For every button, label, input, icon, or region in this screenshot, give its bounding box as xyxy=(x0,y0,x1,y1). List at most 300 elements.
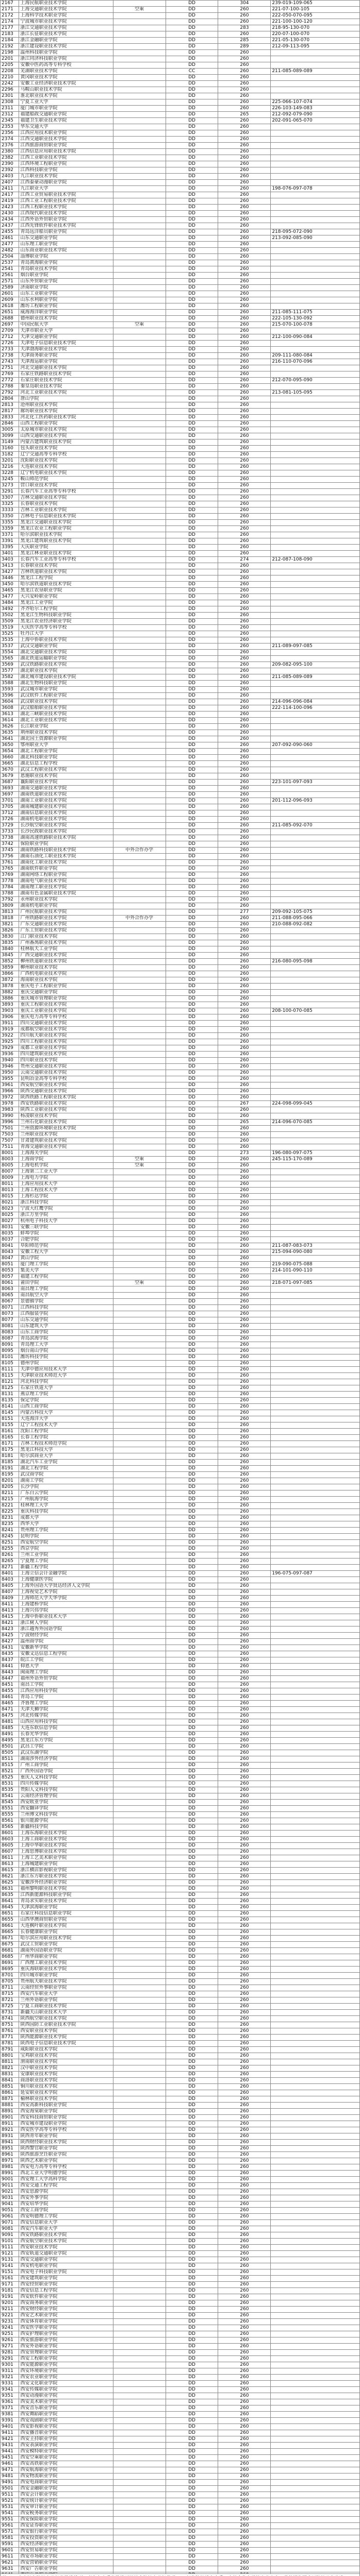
school-code-cell: 8111 xyxy=(1,1367,19,1373)
score-cell: 260 xyxy=(218,378,271,384)
school-name-cell: 西安交通工程学院 xyxy=(19,2183,113,2189)
table-row xyxy=(1,310,360,316)
score-cell: 260 xyxy=(218,1256,271,1262)
school-code-cell: 2817 xyxy=(1,409,19,415)
score-cell: 260 xyxy=(218,1132,271,1138)
school-name-cell: 厦门城市职业学院 xyxy=(19,106,113,112)
score-cell: 260 xyxy=(218,2436,271,2443)
school-code-cell: 3484 xyxy=(1,600,19,606)
sub-scores-cell xyxy=(271,860,360,866)
school-name-cell: 西安科技商贸职业学院 xyxy=(19,2115,113,2121)
school-code-cell: 2733 xyxy=(1,347,19,353)
table-row xyxy=(1,1775,360,1781)
sub-scores-cell xyxy=(271,520,360,526)
table-row xyxy=(1,118,360,124)
sub-scores-cell xyxy=(271,786,360,792)
sub-scores-cell: 222-105-130-092 xyxy=(271,316,360,322)
sub-scores-cell xyxy=(271,613,360,619)
sub-scores-cell xyxy=(271,2307,360,2313)
sub-scores-cell xyxy=(271,223,360,229)
program-note-cell xyxy=(113,1,166,7)
grade-cell: DD xyxy=(166,1800,218,1806)
grade-cell: DD xyxy=(166,328,218,334)
school-name-cell: 景德镇学院 xyxy=(19,1299,113,1305)
score-cell: 260 xyxy=(218,106,271,112)
school-code-cell: 8021 xyxy=(1,1200,19,1206)
score-cell: 260 xyxy=(218,2480,271,2486)
table-row xyxy=(1,31,360,38)
table-row xyxy=(1,1620,360,1626)
grade-cell: DD xyxy=(166,2449,218,2455)
grade-cell: DD xyxy=(166,977,218,984)
score-cell: 260 xyxy=(218,643,271,650)
grade-cell: DD xyxy=(166,2461,218,2467)
grade-cell: DD xyxy=(166,1200,218,1206)
grade-cell: DD xyxy=(166,1614,218,1620)
school-code-cell: 3821 xyxy=(1,922,19,928)
table-row xyxy=(1,1027,360,1033)
school-name-cell: 渭南职业技术学院 xyxy=(19,2059,113,2065)
sub-scores-cell: 208-100-070-085 xyxy=(271,1008,360,1014)
score-cell: 260 xyxy=(218,2541,271,2548)
grade-cell: DD xyxy=(166,1132,218,1138)
program-note-cell xyxy=(113,99,166,106)
table-row xyxy=(1,878,360,885)
table-row xyxy=(1,1138,360,1144)
table-row xyxy=(1,1373,360,1379)
school-code-cell: 3929 xyxy=(1,1045,19,1052)
school-code-cell: 3099 xyxy=(1,433,19,439)
school-code-cell: 3596 xyxy=(1,693,19,699)
table-row xyxy=(1,1231,360,1237)
school-code-cell: 9621 xyxy=(1,2560,19,2566)
school-name-cell: 内蒙古建筑职业技术学院 xyxy=(19,439,113,446)
grade-cell: DD xyxy=(166,1398,218,1404)
grade-cell: DD xyxy=(166,1231,218,1237)
program-note-cell xyxy=(113,2010,166,2016)
sub-scores-cell xyxy=(271,2461,360,2467)
school-name-cell: 山西华澳商贸职业学院 xyxy=(19,1917,113,1923)
grade-cell: DD xyxy=(166,1831,218,1837)
school-code-cell: 2177 xyxy=(1,25,19,31)
sub-scores-cell: 221-100-100-120 xyxy=(271,19,360,25)
school-name-cell: 长春工程学院 xyxy=(19,1435,113,1441)
table-row xyxy=(1,2208,360,2214)
program-note-cell xyxy=(113,1942,166,1948)
school-code-cell: 8447 xyxy=(1,1676,19,1682)
score-cell: 260 xyxy=(218,2164,271,2171)
grade-cell: DD xyxy=(166,1225,218,1231)
school-name-cell: 九江职业技术学院 xyxy=(19,174,113,180)
school-name-cell: 安徽工业经济职业技术学院 xyxy=(19,81,113,87)
score-cell: 260 xyxy=(218,1546,271,1552)
grade-cell: DD xyxy=(166,2177,218,2183)
sub-scores-cell xyxy=(271,2288,360,2294)
score-cell: 260 xyxy=(218,1305,271,1311)
school-name-cell: 广西交通职业技术学院 xyxy=(19,953,113,959)
school-code-cell: 3813 xyxy=(1,909,19,916)
table-row xyxy=(1,922,360,928)
school-code-cell: 8073 xyxy=(1,1311,19,1317)
school-code-cell: 8801 xyxy=(1,2053,19,2059)
grade-cell: DD xyxy=(166,2294,218,2300)
sub-scores-cell xyxy=(271,1905,360,1911)
grade-cell: DD xyxy=(166,439,218,446)
sub-scores-cell xyxy=(271,1052,360,1058)
table-row xyxy=(1,2022,360,2028)
table-row xyxy=(1,2331,360,2337)
table-row xyxy=(1,705,360,711)
school-code-cell: 2242 xyxy=(1,81,19,87)
score-cell: 260 xyxy=(218,1490,271,1497)
grade-cell: DD xyxy=(166,112,218,118)
score-cell: 260 xyxy=(218,545,271,551)
grade-cell: DD xyxy=(166,2269,218,2276)
school-name-cell: 哈尔滨铁道职业技术学院 xyxy=(19,582,113,588)
sub-scores-cell: 226-103-149-083 xyxy=(271,106,360,112)
school-code-cell: 8063 xyxy=(1,1286,19,1293)
grade-cell: DD xyxy=(166,2189,218,2195)
school-code-cell: 3950 xyxy=(1,1070,19,1076)
grade-cell: DD xyxy=(166,93,218,99)
school-code-cell: 8821 xyxy=(1,2065,19,2072)
school-name-cell: 广东工贸职业技术学院 xyxy=(19,928,113,934)
table-row xyxy=(1,569,360,575)
score-cell: 260 xyxy=(218,854,271,860)
school-code-cell: 9481 xyxy=(1,2473,19,2480)
grade-cell: DD xyxy=(166,2548,218,2554)
sub-scores-cell: 221-07-100-105 xyxy=(271,7,360,13)
grade-cell: DD xyxy=(166,909,218,916)
school-name-cell: 陕西工业职业技术学院 xyxy=(19,1107,113,1113)
school-name-cell: 青岛黄海职业学院 xyxy=(19,260,113,266)
footnote xyxy=(0,2573,360,2576)
program-note-cell xyxy=(113,2214,166,2220)
grade-cell: DD xyxy=(166,1076,218,1082)
school-code-cell: 8067 xyxy=(1,1299,19,1305)
sub-scores-cell xyxy=(271,1899,360,1905)
school-code-cell: 3903 xyxy=(1,1008,19,1014)
score-cell: 260 xyxy=(218,1688,271,1694)
program-note-cell xyxy=(113,1311,166,1317)
school-code-cell: 8871 xyxy=(1,2096,19,2103)
program-note-cell xyxy=(113,174,166,180)
sub-scores-cell xyxy=(271,2566,360,2572)
school-name-cell: 西安职业技术学院 xyxy=(19,2245,113,2251)
school-name-cell: 西安工商学院 xyxy=(19,2208,113,2214)
score-cell: 260 xyxy=(218,1218,271,1225)
grade-cell: DD xyxy=(166,1701,218,1707)
sub-scores-cell: 218-071-097-085 xyxy=(271,1280,360,1286)
grade-cell: DD xyxy=(166,650,218,656)
table-row xyxy=(1,2257,360,2263)
score-cell: 260 xyxy=(218,718,271,724)
school-code-cell: 2419 xyxy=(1,198,19,205)
school-name-cell: 长春光华学院 xyxy=(19,1732,113,1738)
program-note-cell xyxy=(113,2115,166,2121)
grade-cell: DD xyxy=(166,2331,218,2337)
school-name-cell: 兰州博文科技学院 xyxy=(19,1812,113,1818)
table-row xyxy=(1,2362,360,2368)
score-cell: 260 xyxy=(218,2517,271,2523)
score-cell: 260 xyxy=(218,1429,271,1435)
sub-scores-cell xyxy=(271,2201,360,2208)
program-note-cell xyxy=(113,1787,166,1793)
program-note-cell xyxy=(113,1818,166,1824)
school-name-cell: 重庆工业职业技术学院 xyxy=(19,1008,113,1014)
program-note-cell xyxy=(113,2504,166,2511)
score-cell: 260 xyxy=(218,2504,271,2511)
grade-cell: DD xyxy=(166,464,218,470)
grade-cell: DD xyxy=(166,1528,218,1534)
program-note-cell xyxy=(113,501,166,507)
school-name-cell: 广西外国语学院 xyxy=(19,1769,113,1775)
program-note-cell xyxy=(113,1515,166,1521)
table-row xyxy=(1,1738,360,1744)
school-name-cell: 湖北科技职业学院 xyxy=(19,755,113,761)
table-row xyxy=(1,600,360,606)
grade-cell: DD xyxy=(166,2133,218,2140)
school-code-cell: 8043 xyxy=(1,1249,19,1256)
school-name-cell: 陕西艺术职业学院 xyxy=(19,2158,113,2164)
score-cell: 260 xyxy=(218,1089,271,1095)
program-note-cell xyxy=(113,2245,166,2251)
table-row xyxy=(1,2480,360,2486)
table-row xyxy=(1,755,360,761)
table-row xyxy=(1,2078,360,2084)
school-name-cell: 铜川职业技术学院 xyxy=(19,2084,113,2090)
sub-scores-cell xyxy=(271,668,360,674)
school-code-cell: 9411 xyxy=(1,2430,19,2436)
sub-scores-cell xyxy=(271,211,360,217)
sub-scores-cell xyxy=(271,1936,360,1942)
sub-scores-cell: 214-096-096-084 xyxy=(271,699,360,705)
score-cell: 260 xyxy=(218,1311,271,1317)
sub-scores-cell: 239-019-109-065 xyxy=(271,1,360,7)
grade-cell: DD xyxy=(166,211,218,217)
grade-cell: DD xyxy=(166,1107,218,1113)
program-note-cell xyxy=(113,192,166,198)
school-code-cell: 2751 xyxy=(1,365,19,371)
program-note-cell xyxy=(113,1490,166,1497)
school-name-cell: 上海中侨职业技术大学 xyxy=(19,1614,113,1620)
school-code-cell: 7511 xyxy=(1,1144,19,1150)
school-name-cell: 石家庄铁路职业技术学院 xyxy=(19,371,113,378)
sub-scores-cell xyxy=(271,2399,360,2405)
sub-scores-cell xyxy=(271,1855,360,1861)
sub-scores-cell xyxy=(271,2158,360,2164)
table-row xyxy=(1,1286,360,1293)
sub-scores-cell xyxy=(271,2492,360,2498)
school-code-cell: 3371 xyxy=(1,532,19,538)
program-note-cell xyxy=(113,699,166,705)
grade-cell: DD xyxy=(166,643,218,650)
sub-scores-cell xyxy=(271,817,360,823)
table-row xyxy=(1,50,360,56)
program-note-cell: 空乘 xyxy=(113,322,166,328)
score-cell: 260 xyxy=(218,1126,271,1132)
school-name-cell: 兰州石化职业技术学院 xyxy=(19,1120,113,1126)
score-cell: 260 xyxy=(218,2300,271,2307)
score-cell: 260 xyxy=(218,2424,271,2430)
grade-cell: DD xyxy=(166,143,218,149)
program-note-cell xyxy=(113,2146,166,2152)
school-code-cell: 8555 xyxy=(1,1812,19,1818)
table-row xyxy=(1,971,360,977)
school-name-cell: 江门职业技术学院 xyxy=(19,934,113,940)
school-code-cell: 8007 xyxy=(1,1169,19,1175)
program-note-cell xyxy=(113,1620,166,1626)
score-cell: 260 xyxy=(218,798,271,804)
school-name-cell: 西安贸易职业学院 xyxy=(19,2548,113,2554)
sub-scores-cell xyxy=(271,2010,360,2016)
grade-cell: DD xyxy=(166,223,218,229)
school-code-cell: 2709 xyxy=(1,328,19,334)
table-row xyxy=(1,13,360,19)
sub-scores-cell xyxy=(271,866,360,872)
table-row xyxy=(1,279,360,285)
score-cell: 260 xyxy=(218,1929,271,1936)
sub-scores-cell xyxy=(271,2393,360,2399)
program-note-cell xyxy=(113,897,166,903)
table-row xyxy=(1,1707,360,1713)
school-name-cell: 浙江金融职业学院 xyxy=(19,38,113,44)
sub-scores-cell: 212-100-090-084 xyxy=(271,334,360,341)
program-note-cell xyxy=(113,223,166,229)
school-code-cell: 8115 xyxy=(1,1373,19,1379)
table-row xyxy=(1,2195,360,2201)
table-row xyxy=(1,260,360,266)
table-row xyxy=(1,1064,360,1070)
grade-cell: DD xyxy=(166,1435,218,1441)
table-row xyxy=(1,650,360,656)
school-name-cell: 浙江树人学院 xyxy=(19,1620,113,1626)
grade-cell: DD xyxy=(166,279,218,285)
table-row xyxy=(1,1565,360,1571)
school-code-cell: 3401 xyxy=(1,551,19,557)
school-name-cell: 西安传媒职业学院 xyxy=(19,2387,113,2393)
table-row xyxy=(1,854,360,860)
grade-cell: DD xyxy=(166,1942,218,1948)
program-note-cell xyxy=(113,1410,166,1416)
program-note-cell xyxy=(113,1361,166,1367)
school-code-cell: 3149 xyxy=(1,439,19,446)
table-row xyxy=(1,1460,360,1466)
grade-cell: DD xyxy=(166,266,218,273)
school-name-cell: 四川职业技术学院 xyxy=(19,1058,113,1064)
program-note-cell xyxy=(113,1484,166,1490)
sub-scores-cell: 214-101-090-110 xyxy=(271,1268,360,1274)
program-note-cell xyxy=(113,19,166,25)
program-note-cell xyxy=(113,984,166,990)
sub-scores-cell xyxy=(271,2405,360,2412)
school-name-cell: 西安环境职业学院 xyxy=(19,2368,113,2375)
score-cell: 260 xyxy=(218,62,271,69)
table-row xyxy=(1,1769,360,1775)
sub-scores-cell xyxy=(271,2220,360,2226)
sub-scores-cell xyxy=(271,1769,360,1775)
school-name-cell: 西安审计职业学院 xyxy=(19,2504,113,2511)
sub-scores-cell xyxy=(271,1614,360,1620)
score-cell: 260 xyxy=(218,1756,271,1762)
school-code-cell: 8015 xyxy=(1,1194,19,1200)
table-row xyxy=(1,1237,360,1243)
school-code-cell: 2374 xyxy=(1,137,19,143)
sub-scores-cell xyxy=(271,1256,360,1262)
school-code-cell: 3978 xyxy=(1,1101,19,1107)
table-row xyxy=(1,1367,360,1373)
school-code-cell: 9071 xyxy=(1,2220,19,2226)
score-cell: 260 xyxy=(218,2455,271,2461)
school-code-cell: 8515 xyxy=(1,1762,19,1769)
score-cell: 260 xyxy=(218,885,271,891)
program-note-cell xyxy=(113,1070,166,1076)
sub-scores-cell xyxy=(271,526,360,532)
school-name-cell: 辽宁交通高等专科学校 xyxy=(19,452,113,458)
school-code-cell: 8711 xyxy=(1,1985,19,1991)
grade-cell: DD xyxy=(166,1676,218,1682)
school-code-cell: 9271 xyxy=(1,2344,19,2350)
school-name-cell: 云南经济管理学院 xyxy=(19,1793,113,1800)
sub-scores-cell xyxy=(271,656,360,662)
grade-cell: DD xyxy=(166,1033,218,1039)
program-note-cell xyxy=(113,1286,166,1293)
table-row xyxy=(1,1256,360,1262)
program-note-cell xyxy=(113,347,166,353)
score-cell: 260 xyxy=(218,1769,271,1775)
sub-scores-cell xyxy=(271,1200,360,1206)
score-cell: 260 xyxy=(218,310,271,316)
score-cell: 260 xyxy=(218,130,271,137)
score-cell: 260 xyxy=(218,1503,271,1509)
grade-cell: DD xyxy=(166,1577,218,1583)
program-note-cell xyxy=(113,1991,166,1997)
sub-scores-cell xyxy=(271,1064,360,1070)
school-name-cell: 济南职业学院 xyxy=(19,285,113,291)
program-note-cell xyxy=(113,1095,166,1101)
grade-cell: DD xyxy=(166,2554,218,2560)
score-cell: 260 xyxy=(218,1651,271,1657)
program-note-cell xyxy=(113,1800,166,1806)
score-cell: 260 xyxy=(218,118,271,124)
table-row xyxy=(1,1435,360,1441)
school-name-cell: 杨凌职业技术学院 xyxy=(19,1113,113,1120)
school-name-cell: 西安轨道交通职业学院 xyxy=(19,2251,113,2257)
table-row xyxy=(1,742,360,749)
school-code-cell: 8631 xyxy=(1,1886,19,1892)
program-note-cell xyxy=(113,1330,166,1336)
school-name-cell: 西安工程职业学院 xyxy=(19,2356,113,2362)
grade-cell: DD xyxy=(166,1497,218,1503)
program-note-cell xyxy=(113,205,166,211)
grade-cell: DD xyxy=(166,526,218,532)
grade-cell: DD xyxy=(166,2393,218,2399)
grade-cell: DD xyxy=(166,1812,218,1818)
school-name-cell: 新疆工程学院 xyxy=(19,1565,113,1571)
program-note-cell xyxy=(113,730,166,736)
sub-scores-cell: 218-095-072-090 xyxy=(271,229,360,235)
table-row xyxy=(1,106,360,112)
table-row xyxy=(1,1157,360,1163)
grade-cell: DD xyxy=(166,38,218,44)
grade-cell: DD xyxy=(166,1416,218,1422)
school-name-cell: 荆州职业技术学院 xyxy=(19,730,113,736)
school-name-cell: 浙江交通职业技术学院 xyxy=(19,25,113,31)
score-cell: 289 xyxy=(218,44,271,50)
sub-scores-cell xyxy=(271,749,360,755)
grade-cell: DD xyxy=(166,2535,218,2541)
program-note-cell xyxy=(113,551,166,557)
